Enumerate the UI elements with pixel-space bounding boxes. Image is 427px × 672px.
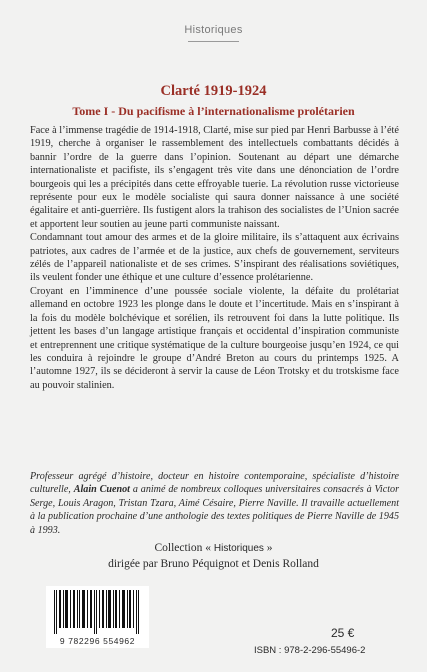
- author-bio-intro: Professeur agrégé d’histoire, docteur en histoire contemporaine, spécialiste d’histoire culturelle,: [30, 471, 399, 496]
- summary-text: [30, 124, 399, 392]
- price: 25 €: [331, 626, 355, 640]
- author-name: Alain Cuenot: [73, 484, 130, 496]
- summary-paragraph: Croyant en l’imminence d’une poussée sociale violente, la défaite du prolétariat allemand en octobre 1923 les plonge dans le doute et l’incertitude. Mais en s’inspirant à la fois du modèle bolchévique et sorélien, ils retrouvent foi dans la lutte politique. Ils jettent les bases d’un langage artistique français et occidental d’inspiration communiste et entreprennent une critique systématique de la culture bourgeoise jusqu’en 1924, ce qui les conduira à rejoindre le groupe d’André Breton au cours du printemps 1925. A l’automne 1927, ils se décideront à servir la cause de Léon Trotsky et du trotskisme face au pouvoir stalinien.: [30, 285, 399, 391]
- collection-prefix: Collection «: [154, 542, 214, 554]
- series-rule: [188, 41, 239, 42]
- book-title: Clarté 1919-1924: [160, 83, 267, 99]
- collection-line: [0, 541, 427, 557]
- summary-paragraph: Condamnant tout amour des armes et de la gloire militaire, ils s’attaquent aux écrivains patriotes, aux cadres de l’armée et de la justice, aux chefs de gouvernement, serviteurs zélés de l’appareil nationaliste et de ses crimes. S’inspirant des réalisations soviétiques, ils veulent fonder une éthique et une culture d’essence prolétarienne.: [30, 232, 399, 284]
- collection-suffix: »: [263, 542, 273, 554]
- isbn: ISBN : 978-2-296-55496-2: [254, 645, 366, 656]
- collection-block: [0, 541, 427, 571]
- barcode: [46, 586, 149, 648]
- barcode-digits: 9 782296 554962: [59, 636, 136, 646]
- author-bio-rest: a animé de nombreux colloques universitaires consacrés à Victor Serge, Louis Aragon, Tristan Tzara, Aimé Césaire, Pierre Naville. Il travaille actuellement à la publication prochaine d’une anthologie des textes politiques de Pierre Naville de 1945 à 1993.: [30, 484, 399, 536]
- barcode-bars: [52, 590, 143, 634]
- summary-paragraph: Face à l’immense tragédie de 1914-1918, Clarté, mise sur pied par Henri Barbusse à l’été 1919, cherche à organiser le rassemblement des intellectuels combattants décidés à bannir l’ordre de la guerre dans l’opinion. Soutenant au départ une démarche internationaliste et pacifiste, ils s’engagent très vite dans une dénonciation de l’ordre bourgeois qui les a précipités dans cette effroyable tuerie. La révolution russe victorieuse représente pour eux le modèle socialiste qui saura donner naissance à une société égalitaire et anti-guerrière. Ils fustigent alors la trahison des socialistes de l’Union sacrée et apportent leur soutien au jeune parti communiste naissant.: [30, 125, 399, 230]
- collection-directors: dirigée par Bruno Péquignot et Denis Rolland: [108, 557, 319, 570]
- book-subtitle: Tome I - Du pacifisme à l’internationalisme prolétarien: [72, 104, 355, 118]
- author-bio: [30, 470, 399, 537]
- collection-name: Historiques: [213, 543, 264, 554]
- series-logo: Historiques: [184, 24, 243, 36]
